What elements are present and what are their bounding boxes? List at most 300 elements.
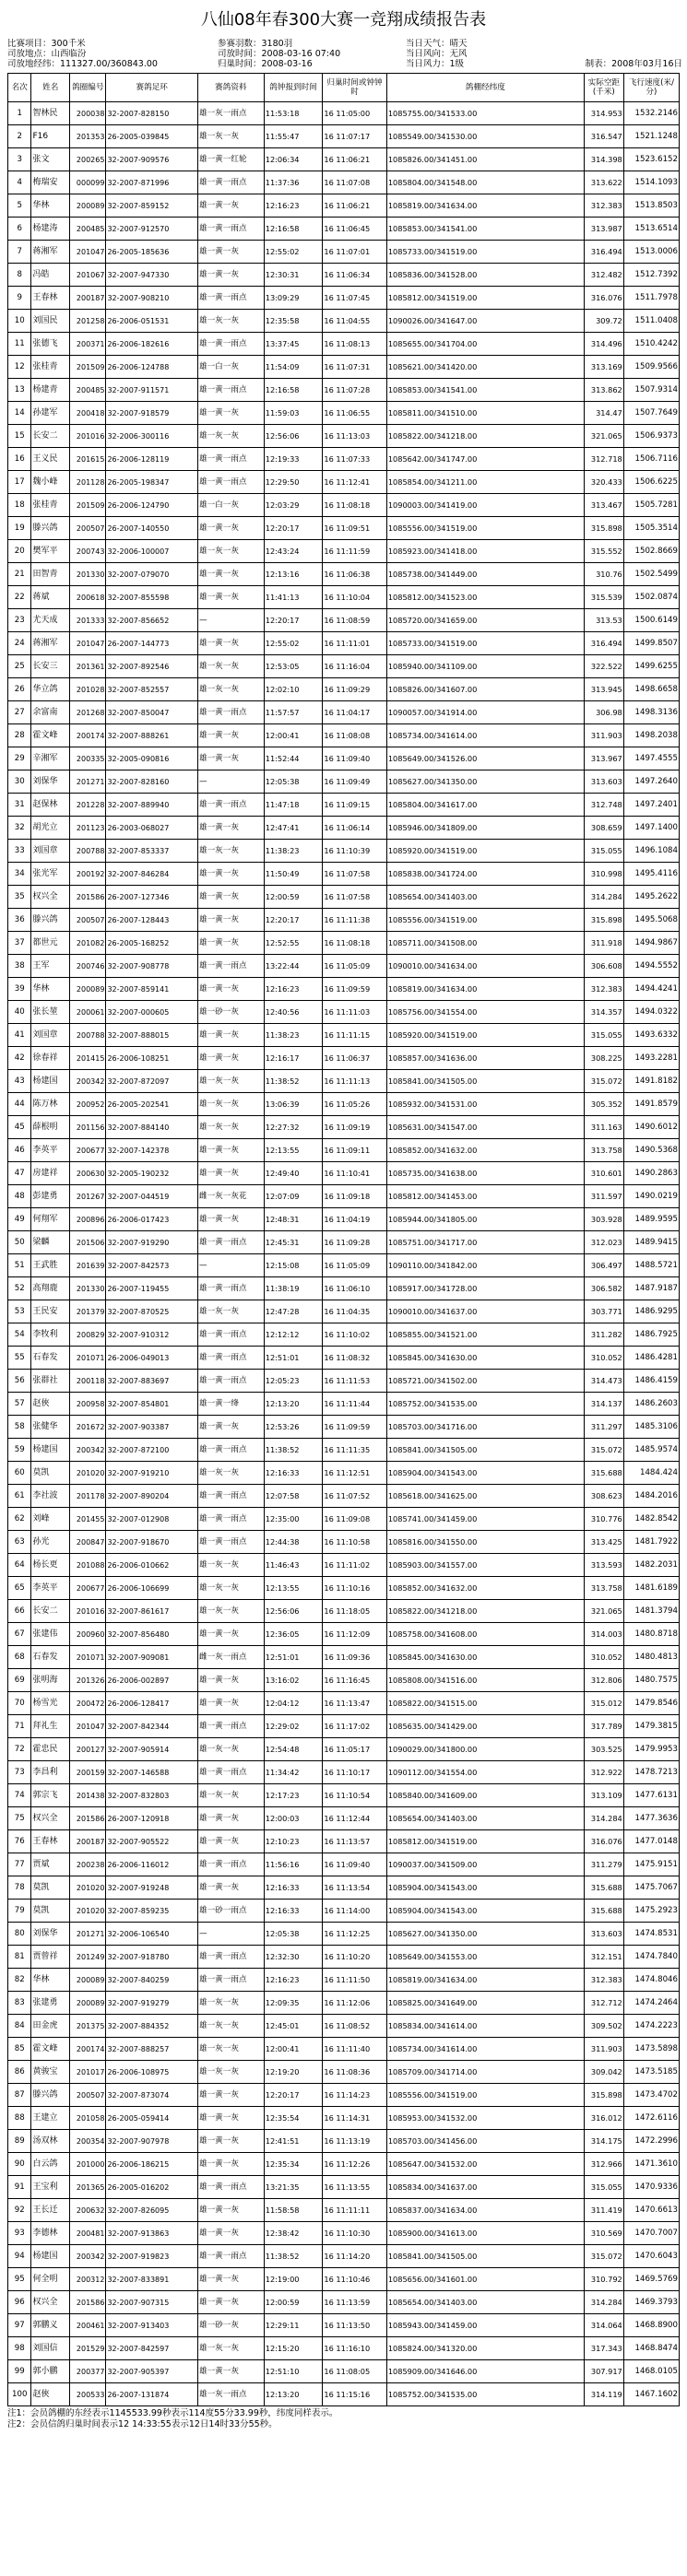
table-cell: 201267	[70, 1185, 106, 1208]
table-cell: 王春林	[31, 287, 70, 310]
table-cell: 26-2006-051531	[106, 310, 198, 333]
table-cell: 1511.7978	[623, 287, 679, 310]
table-cell: 雄一黄一雨点	[197, 1531, 264, 1554]
table-cell: 1512.7392	[623, 264, 679, 287]
table-cell: 201178	[70, 1485, 106, 1508]
table-cell: 1090010.00/341637.00	[386, 1300, 584, 1323]
table-cell: 316.547	[584, 125, 623, 148]
table-cell: 雄一黄一雨点	[197, 379, 264, 402]
table-cell: 85	[8, 2038, 31, 2061]
table-cell: 1085627.00/341350.00	[386, 770, 584, 794]
table-cell: 321.065	[584, 1600, 623, 1623]
table-cell: 5	[8, 194, 31, 218]
table-row	[8, 794, 680, 817]
table-row	[8, 310, 680, 333]
table-cell: 201268	[70, 701, 106, 724]
table-cell: 16 11:11:35	[323, 1439, 386, 1462]
table-cell: 315.012	[584, 1692, 623, 1715]
table-cell: 雄一黄一灰	[197, 1162, 264, 1185]
table-cell: 1085824.00/341320.00	[386, 2337, 584, 2360]
table-cell: 房建祥	[31, 1162, 70, 1185]
table-cell: 32-2007-000605	[106, 1001, 198, 1024]
table-cell: 1472.2996	[623, 2130, 679, 2153]
table-cell: 32-2007-856652	[106, 609, 198, 632]
table-cell: 1491.8579	[623, 1093, 679, 1116]
table-cell: 雄一黄一灰	[197, 1807, 264, 1830]
table-cell: 2	[8, 125, 31, 148]
table-cell: 201020	[70, 1900, 106, 1923]
table-cell: 1085804.00/341617.00	[386, 794, 584, 817]
table-cell: 311.279	[584, 1853, 623, 1876]
table-row	[8, 287, 680, 310]
table-cell: 1085940.00/341109.00	[386, 655, 584, 678]
table-cell: 12:52:55	[264, 932, 323, 955]
table-cell: 32-2007-828160	[106, 770, 198, 794]
table-cell: 201639	[70, 1254, 106, 1277]
table-cell: 200089	[70, 978, 106, 1001]
table-cell: 雄一黄一雨点	[197, 1370, 264, 1393]
table-cell: 彭建勇	[31, 1185, 70, 1208]
table-cell: 1090026.00/341647.00	[386, 310, 584, 333]
table-cell: 陈万林	[31, 1093, 70, 1116]
table-cell: 1477.3636	[623, 1807, 679, 1830]
table-cell: 314.496	[584, 333, 623, 356]
table-row	[8, 1669, 680, 1692]
table-row	[8, 1323, 680, 1347]
table-cell: 201249	[70, 1946, 106, 1969]
table-row	[8, 1623, 680, 1646]
table-cell: 1085711.00/341508.00	[386, 932, 584, 955]
table-cell: 32-2007-905397	[106, 2360, 198, 2383]
table-cell: 1513.6514	[623, 218, 679, 241]
table-cell: 201365	[70, 2176, 106, 2199]
table-cell: 1085709.00/341714.00	[386, 2061, 584, 2084]
table-cell: 1473.5185	[623, 2061, 679, 2084]
table-cell: 26	[8, 678, 31, 701]
table-cell: 1085852.00/341632.00	[386, 1577, 584, 1600]
table-cell: 32-2007-142378	[106, 1139, 198, 1162]
table-cell: 1085857.00/341636.00	[386, 1047, 584, 1070]
table-cell: 312.718	[584, 448, 623, 471]
table-cell: 313.967	[584, 747, 623, 770]
table-cell: 200677	[70, 1139, 106, 1162]
table-cell: 32-2007-918780	[106, 1946, 198, 1969]
table-cell: 1085836.00/341528.00	[386, 264, 584, 287]
table-cell: 张德飞	[31, 333, 70, 356]
table-cell: 201271	[70, 770, 106, 794]
table-cell: 16 11:11:53	[323, 1370, 386, 1393]
table-cell: 1509.9566	[623, 356, 679, 379]
table-cell: 雄一黄一灰	[197, 932, 264, 955]
table-cell: 316.076	[584, 287, 623, 310]
table-row	[8, 1416, 680, 1439]
table-cell: —	[197, 609, 264, 632]
table-cell: 312.383	[584, 978, 623, 1001]
table-cell: 12:16:58	[264, 218, 323, 241]
table-cell: 16 11:06:38	[323, 563, 386, 586]
table-cell: 100	[8, 2383, 31, 2406]
table-cell: 86	[8, 2061, 31, 2084]
table-row	[8, 2337, 680, 2360]
table-cell: 13:09:29	[264, 287, 323, 310]
table-cell: 26-2007-140550	[106, 517, 198, 540]
table-cell: 32-2007-833891	[106, 2268, 198, 2291]
race-info-item: 当日风向：无风	[406, 49, 468, 59]
table-cell: 312.806	[584, 1669, 623, 1692]
table-cell: 42	[8, 1047, 31, 1070]
table-row	[8, 471, 680, 494]
table-cell: 12:44:38	[264, 1531, 323, 1554]
table-cell: 1511.0408	[623, 310, 679, 333]
table-cell: 201016	[70, 425, 106, 448]
table-cell: 52	[8, 1277, 31, 1300]
table-cell: 15	[8, 425, 31, 448]
table-cell: 200159	[70, 1761, 106, 1784]
table-cell: 雄一黄一灰	[197, 2153, 264, 2176]
table-cell: 32-2007-888257	[106, 2038, 198, 2061]
table-cell: 16 11:09:36	[323, 1646, 386, 1669]
table-cell: 王建立	[31, 2107, 70, 2130]
table-cell: 26-2006-116012	[106, 1853, 198, 1876]
table-cell: 1085953.00/341532.00	[386, 2107, 584, 2130]
table-cell: 黄骏宝	[31, 2061, 70, 2084]
table-cell: 1481.7922	[623, 1531, 679, 1554]
table-cell: 12:54:48	[264, 1738, 323, 1761]
table-cell: 8	[8, 264, 31, 287]
table-cell: 93	[8, 2222, 31, 2245]
table-cell: 1085752.00/341535.00	[386, 2383, 584, 2406]
table-cell: 12:00:41	[264, 724, 323, 747]
table-cell: 雄一黄一灰	[197, 1416, 264, 1439]
table-cell: 雄一黄一雨点	[197, 1715, 264, 1738]
table-cell: 200958	[70, 1393, 106, 1416]
table-cell: 1085853.00/341541.00	[386, 218, 584, 241]
table-cell: 201258	[70, 310, 106, 333]
table-cell: 16 11:11:44	[323, 1393, 386, 1416]
table-cell: 315.552	[584, 540, 623, 563]
table-cell: 1481.6189	[623, 1577, 679, 1600]
table-cell: 200174	[70, 2038, 106, 2061]
table-cell: 雄一灰一灰	[197, 2015, 264, 2038]
table-cell: 16 11:09:59	[323, 978, 386, 1001]
table-cell: 雄一黄一雨点	[197, 1439, 264, 1462]
table-cell: 26-2006-128417	[106, 1692, 198, 1715]
table-cell: 12:48:31	[264, 1208, 323, 1231]
table-cell: 32-2007-913403	[106, 2314, 198, 2337]
table-cell: 55	[8, 1347, 31, 1370]
table-cell: 1085855.00/341521.00	[386, 1323, 584, 1347]
table-cell: 1085812.00/341523.00	[386, 586, 584, 609]
table-cell: 16 11:10:39	[323, 840, 386, 863]
table-row	[8, 1485, 680, 1508]
table-cell: 32-2007-889940	[106, 794, 198, 817]
table-cell: 314.003	[584, 1623, 623, 1646]
table-cell: 1085734.00/341614.00	[386, 724, 584, 747]
table-cell: 雄一黄一灰	[197, 517, 264, 540]
table-cell: 雄一黄一灰	[197, 1139, 264, 1162]
table-cell: 17	[8, 471, 31, 494]
table-row	[8, 2153, 680, 2176]
table-cell: 316.076	[584, 1830, 623, 1853]
table-cell: 1480.7575	[623, 1669, 679, 1692]
table-cell: 1	[8, 102, 31, 125]
table-row	[8, 1116, 680, 1139]
table-cell: 16 11:09:51	[323, 517, 386, 540]
table-cell: 蒋湘军	[31, 241, 70, 264]
table-row	[8, 517, 680, 540]
table-cell: 84	[8, 2015, 31, 2038]
table-row	[8, 1001, 680, 1024]
table-cell: 12:13:16	[264, 563, 323, 586]
table-cell: 长安二	[31, 1600, 70, 1623]
table-cell: 1486.4159	[623, 1370, 679, 1393]
table-cell: 雄一黄一灰	[197, 2130, 264, 2153]
table-row	[8, 632, 680, 655]
table-cell: 12:19:00	[264, 2268, 323, 2291]
table-cell: 杨建青	[31, 379, 70, 402]
table-cell: 307.917	[584, 2360, 623, 2383]
table-cell: 201330	[70, 1277, 106, 1300]
col-clock-time-header: 鸽钟报到时间	[264, 74, 323, 102]
table-cell: 1485.3106	[623, 1416, 679, 1439]
table-cell: 76	[8, 1830, 31, 1853]
table-cell: 1090003.00/341419.00	[386, 494, 584, 517]
table-cell: 1085635.00/341429.00	[386, 1715, 584, 1738]
table-cell: 汤双林	[31, 2130, 70, 2153]
table-cell: 1490.0219	[623, 1185, 679, 1208]
table-cell: 306.98	[584, 701, 623, 724]
table-cell: 雄一灰一灰	[197, 310, 264, 333]
table-cell: 1495.5068	[623, 909, 679, 932]
table-cell: 雄一黄一雨点	[197, 1969, 264, 1992]
table-row	[8, 817, 680, 840]
table-cell: 1085825.00/341649.00	[386, 1992, 584, 2015]
table-cell: 16	[8, 448, 31, 471]
table-cell: 张建勇	[31, 1992, 70, 2015]
table-cell: 87	[8, 2084, 31, 2107]
table-cell: 16 11:07:28	[323, 379, 386, 402]
table-cell: 刘保华	[31, 770, 70, 794]
table-cell: 1510.4242	[623, 333, 679, 356]
table-cell: 313.169	[584, 356, 623, 379]
table-cell: 1474.8046	[623, 1969, 679, 1992]
table-cell: 霍文峰	[31, 724, 70, 747]
table-cell: 1495.2622	[623, 886, 679, 909]
table-cell: 16 11:08:05	[323, 2360, 386, 2383]
table-cell: 315.688	[584, 1876, 623, 1900]
table-cell: 1480.4813	[623, 1646, 679, 1669]
table-cell: 16 11:12:25	[323, 1923, 386, 1946]
table-row	[8, 494, 680, 517]
table-cell: 梁麟	[31, 1231, 70, 1254]
table-cell: 201586	[70, 886, 106, 909]
table-cell: 蒋斌	[31, 586, 70, 609]
table-row	[8, 1577, 680, 1600]
table-cell: 雄一黄一灰	[197, 1208, 264, 1231]
table-cell: 11:59:03	[264, 402, 323, 425]
table-cell: 1485.9574	[623, 1439, 679, 1462]
table-cell: 200335	[70, 747, 106, 770]
table-cell: 杨建国	[31, 2245, 70, 2268]
table-cell: 12:19:20	[264, 2061, 323, 2084]
table-cell: 26-2005-059414	[106, 2107, 198, 2130]
table-cell: 张光军	[31, 863, 70, 886]
table-cell: 99	[8, 2360, 31, 2383]
table-cell: 201586	[70, 2291, 106, 2314]
table-row	[8, 2130, 680, 2153]
table-cell: 201067	[70, 264, 106, 287]
table-cell: 雄一黄一雨点	[197, 1853, 264, 1876]
table-cell: 16 11:05:09	[323, 955, 386, 978]
table-cell: 1477.0148	[623, 1830, 679, 1853]
table-cell: 16 11:04:55	[323, 310, 386, 333]
table-cell: 200312	[70, 2268, 106, 2291]
table-cell: 何翔军	[31, 1208, 70, 1231]
table-cell: 79	[8, 1900, 31, 1923]
table-cell: 12:56:06	[264, 1600, 323, 1623]
table-cell: 201529	[70, 2337, 106, 2360]
table-cell: 13:06:39	[264, 1093, 323, 1116]
table-cell: 雄一灰一灰	[197, 2337, 264, 2360]
table-cell: 312.023	[584, 1231, 623, 1254]
table-cell: 1497.4555	[623, 747, 679, 770]
table-cell: 200788	[70, 840, 106, 863]
table-cell: 1085826.00/341607.00	[386, 678, 584, 701]
table-cell: 郭小鹏	[31, 2360, 70, 2383]
table-cell: 16 11:08:52	[323, 2015, 386, 2038]
table-cell: 雄一黄一雨点	[197, 1323, 264, 1347]
table-cell: 32-2007-884140	[106, 1116, 198, 1139]
table-cell: 雄一灰一灰	[197, 1600, 264, 1623]
table-cell: 1506.9373	[623, 425, 679, 448]
table-cell: 魏小峰	[31, 471, 70, 494]
table-cell: 1480.8718	[623, 1623, 679, 1646]
table-cell: 314.357	[584, 1001, 623, 1024]
table-cell: 201016	[70, 1600, 106, 1623]
table-row	[8, 1900, 680, 1923]
table-cell: 32-2007-842597	[106, 2337, 198, 2360]
table-cell: 1085909.00/341646.00	[386, 2360, 584, 2383]
table-cell: 16 11:09:08	[323, 1508, 386, 1531]
table-cell: 200089	[70, 194, 106, 218]
table-cell: 16 11:09:28	[323, 1231, 386, 1254]
table-cell: 1085808.00/341516.00	[386, 1669, 584, 1692]
table-cell: 25	[8, 655, 31, 678]
table-cell: 32-2007-840259	[106, 1969, 198, 1992]
table-cell: 200371	[70, 333, 106, 356]
table-cell: 12:05:38	[264, 770, 323, 794]
table-cell: 1486.4281	[623, 1347, 679, 1370]
table-cell: 1085703.00/341716.00	[386, 1416, 584, 1439]
table-cell: 311.903	[584, 2038, 623, 2061]
table-cell: 26-2005-198347	[106, 471, 198, 494]
table-cell: 1090037.00/341509.00	[386, 1853, 584, 1876]
table-cell: 12:36:05	[264, 1623, 323, 1646]
table-cell: 26-2007-119455	[106, 1277, 198, 1300]
table-cell: 雄一黄一灰	[197, 1669, 264, 1692]
table-cell: 32-2007-883697	[106, 1370, 198, 1393]
table-cell: 1521.1248	[623, 125, 679, 148]
table-cell: 11:34:42	[264, 1761, 323, 1784]
table-cell: 000099	[70, 171, 106, 194]
table-cell: 1085556.00/341519.00	[386, 2084, 584, 2107]
table-cell: 306.582	[584, 1277, 623, 1300]
table-cell: 雄一灰一灰	[197, 678, 264, 701]
table-cell: 霍忠民	[31, 1738, 70, 1761]
table-cell: 华林	[31, 978, 70, 1001]
table-cell: 314.284	[584, 1807, 623, 1830]
table-cell: 石春发	[31, 1347, 70, 1370]
table-cell: 200354	[70, 2130, 106, 2153]
table-cell: 16 11:12:41	[323, 471, 386, 494]
table-cell: 16 11:06:45	[323, 218, 386, 241]
table-cell: 201672	[70, 1416, 106, 1439]
table-cell: 16 11:07:45	[323, 287, 386, 310]
table-row	[8, 1162, 680, 1185]
table-cell: 雄一砂一雨点	[197, 1900, 264, 1923]
table-cell: 12:16:58	[264, 379, 323, 402]
table-cell: 雄一黄一雨点	[197, 171, 264, 194]
table-cell: 王长迁	[31, 2199, 70, 2222]
table-cell: 32-2007-919279	[106, 1992, 198, 2015]
table-cell: 26-2006-108975	[106, 2061, 198, 2084]
table-cell: 雄一黄一雨点	[197, 1946, 264, 1969]
table-cell: 雌一灰一雨点	[197, 1646, 264, 1669]
table-cell: 16 11:11:59	[323, 540, 386, 563]
table-header	[8, 74, 680, 102]
table-cell: 26-2005-016202	[106, 2176, 198, 2199]
table-cell: 16 11:11:40	[323, 2038, 386, 2061]
table-cell: 雄一灰一灰	[197, 1992, 264, 2015]
table-cell: 32-2007-919290	[106, 1231, 198, 1254]
table-cell: 12:20:17	[264, 517, 323, 540]
table-cell: 1085822.00/341218.00	[386, 1600, 584, 1623]
table-cell: 1085556.00/341519.00	[386, 909, 584, 932]
table-cell: 313.622	[584, 171, 623, 194]
table-cell: 雄一黄一雨点	[197, 471, 264, 494]
race-info-item	[544, 39, 682, 49]
table-cell: 201047	[70, 632, 106, 655]
table-cell: 200174	[70, 724, 106, 747]
table-cell: 1085819.00/341634.00	[386, 978, 584, 1001]
table-cell: 201506	[70, 1231, 106, 1254]
table-cell: 权兴全	[31, 886, 70, 909]
table-cell: 1470.7007	[623, 2222, 679, 2245]
table-cell: 华立鸽	[31, 678, 70, 701]
table-cell: 70	[8, 1692, 31, 1715]
table-cell: 张建伟	[31, 1623, 70, 1646]
table-cell: 1085841.00/341505.00	[386, 1439, 584, 1462]
table-cell: 16 11:05:17	[323, 1738, 386, 1761]
table-cell: 201071	[70, 1646, 106, 1669]
table-cell: 200847	[70, 1531, 106, 1554]
table-cell: 22	[8, 586, 31, 609]
table-cell: 12:07:09	[264, 1185, 323, 1208]
table-row	[8, 540, 680, 563]
table-cell: 313.987	[584, 218, 623, 241]
table-cell: 1085853.00/341541.00	[386, 379, 584, 402]
table-cell: 16 11:07:58	[323, 863, 386, 886]
table-cell: 16 11:12:26	[323, 2153, 386, 2176]
table-cell: 16 11:07:52	[323, 1485, 386, 1508]
table-cell: 200342	[70, 1439, 106, 1462]
table-cell: 12:49:40	[264, 1162, 323, 1185]
table-cell: 王宝利	[31, 2176, 70, 2199]
table-row	[8, 2199, 680, 2222]
table-cell: 13	[8, 379, 31, 402]
table-cell: 1090110.00/341842.00	[386, 1254, 584, 1277]
table-row	[8, 863, 680, 886]
